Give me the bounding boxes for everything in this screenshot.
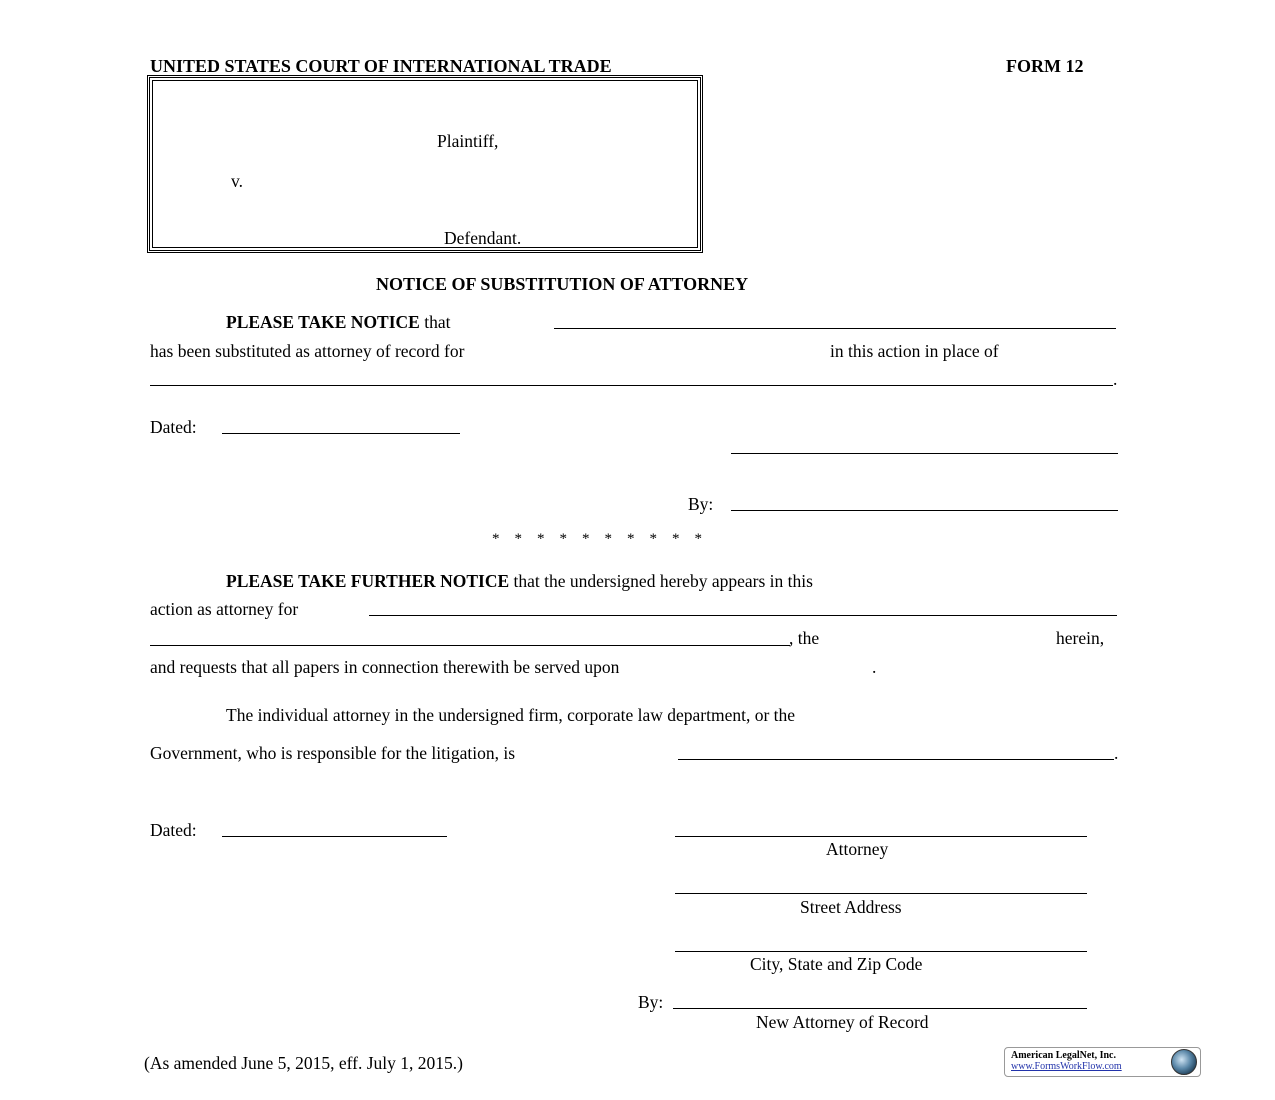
section-separator: * * * * * * * * * * [492,531,702,547]
attorney-field[interactable] [675,836,1087,837]
date-field-1[interactable] [222,433,460,434]
logo-company: American LegalNet, Inc. [1011,1050,1116,1061]
defendant-label: Defendant. [444,228,522,248]
notice-lead-bold: PLEASE TAKE NOTICE [226,312,420,332]
court-name: UNITED STATES COURT OF INTERNATIONAL TRADE [150,56,612,76]
form-number: FORM 12 [1006,56,1084,76]
new-attorney-label: New Attorney of Record [756,1012,929,1032]
responsible-attorney-field[interactable] [678,759,1114,760]
legalnet-logo[interactable] [1004,1047,1201,1077]
attorney-for-text: action as attorney for [150,599,299,619]
by-label-2: By: [638,992,664,1012]
by-signature-field-1[interactable] [731,510,1118,511]
in-place-of-text: in this action in place of [830,341,999,361]
further-notice-rest: that the undersigned hereby appears in this [513,571,813,591]
notice-lead-rest: that [424,312,451,332]
period: . [1113,369,1118,389]
individual-attorney-text-2: Government, who is responsible for the litigation, is [150,743,516,763]
case-caption-box [147,75,703,253]
document-title: NOTICE OF SUBSTITUTION OF ATTORNEY [376,274,749,294]
amendment-note: (As amended June 5, 2015, eff. July 1, 2015.) [144,1053,463,1073]
dated-label-1: Dated: [150,417,197,437]
further-notice-lead [226,571,813,592]
new-attorney-signature-field[interactable] [673,1008,1087,1009]
city-state-zip-label: City, State and Zip Code [750,954,923,974]
city-state-zip-field[interactable] [675,951,1087,952]
client-name-field[interactable] [369,615,1117,616]
logo-link[interactable]: www.FormsWorkFlow.com [1011,1061,1122,1072]
globe-icon [1171,1049,1197,1075]
client-name-field-cont[interactable] [150,645,790,646]
further-notice-bold: PLEASE TAKE FURTHER NOTICE [226,571,510,591]
by-label-1: By: [688,494,714,514]
dated-label-2: Dated: [150,820,197,840]
plaintiff-label: Plaintiff, [437,131,499,151]
date-field-2[interactable] [222,836,447,837]
new-attorney-name-field[interactable] [554,328,1116,329]
firm-signature-field[interactable] [731,453,1118,454]
the-text: , the [789,628,820,648]
street-address-label: Street Address [800,897,902,917]
served-upon-text: and requests that all papers in connection therewith be served upon [150,657,620,677]
street-address-field[interactable] [675,893,1087,894]
herein-text: herein, [1056,628,1105,648]
versus-label: v. [231,171,243,191]
notice-paragraph-lead [226,312,450,333]
period: . [872,657,877,677]
period: . [1114,743,1119,763]
former-attorney-field[interactable] [150,385,1113,386]
individual-attorney-text-1: The individual attorney in the undersigned firm, corporate law department, or the [226,705,796,725]
substituted-text: has been substituted as attorney of record for [150,341,465,361]
attorney-label: Attorney [826,839,889,859]
